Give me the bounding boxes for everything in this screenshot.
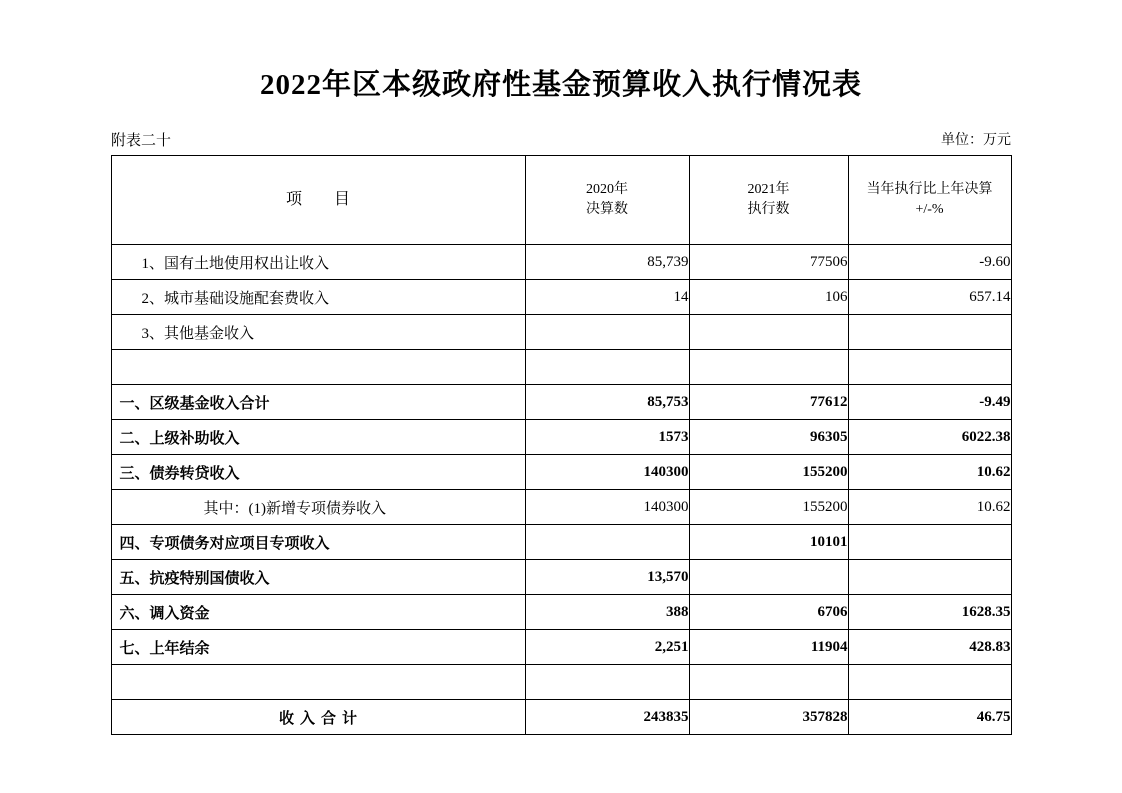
header-col-2021-line1: 2021年 <box>747 181 790 197</box>
row-item-label: 五、抗疫特别国债收入 <box>111 560 525 595</box>
row-value-change <box>848 350 1011 385</box>
row-value-2021 <box>689 315 848 350</box>
row-value-change: -9.60 <box>848 245 1011 280</box>
row-value-2021: 77612 <box>689 385 848 420</box>
row-value-2021: 11904 <box>689 630 848 665</box>
table-row <box>111 525 1011 560</box>
table-row <box>111 315 1011 350</box>
row-value-2020: 85,753 <box>525 385 689 420</box>
row-value-2020 <box>525 315 689 350</box>
row-value-change: 428.83 <box>848 630 1011 665</box>
row-value-change: 10.62 <box>848 490 1011 525</box>
row-item-label: 二、上级补助收入 <box>111 420 525 455</box>
table-header <box>111 156 1011 245</box>
row-value-change: 10.62 <box>848 455 1011 490</box>
row-value-change: 6022.38 <box>848 420 1011 455</box>
row-value-2020 <box>525 525 689 560</box>
row-value-2021: 77506 <box>689 245 848 280</box>
row-value-2021 <box>689 560 848 595</box>
row-value-2021: 6706 <box>689 595 848 630</box>
row-value-change: 657.14 <box>848 280 1011 315</box>
table-row <box>111 630 1011 665</box>
row-value-2021: 106 <box>689 280 848 315</box>
row-item-label: 六、调入资金 <box>111 595 525 630</box>
row-value-2020: 2,251 <box>525 630 689 665</box>
row-value-change <box>848 525 1011 560</box>
row-value-change <box>848 315 1011 350</box>
table-row <box>111 420 1011 455</box>
row-value-change: 46.75 <box>848 700 1011 735</box>
header-col-2020 <box>525 156 689 245</box>
header-col-change <box>848 156 1011 245</box>
row-item-label: 七、上年结余 <box>111 630 525 665</box>
table-row <box>111 560 1011 595</box>
header-change-line2: +/-% <box>915 202 944 217</box>
row-value-2020: 388 <box>525 595 689 630</box>
table-label: 附表二十 <box>111 133 172 149</box>
row-value-2020: 13,570 <box>525 560 689 595</box>
row-value-2020: 1573 <box>525 420 689 455</box>
table-row <box>111 280 1011 315</box>
row-item-label: 其中：(1)新增专项债券收入 <box>111 490 525 525</box>
row-value-2021 <box>689 350 848 385</box>
row-value-2020: 14 <box>525 280 689 315</box>
row-item-label: 一、区级基金收入合计 <box>111 385 525 420</box>
table-row <box>111 385 1011 420</box>
row-value-2021: 10101 <box>689 525 848 560</box>
row-item-label: 三、债券转贷收入 <box>111 455 525 490</box>
row-item-label: 3、其他基金收入 <box>111 315 525 350</box>
page-title: 2022年区本级政府性基金预算收入执行情况表 <box>259 69 862 101</box>
subheader <box>111 129 1011 149</box>
table-row <box>111 595 1011 630</box>
row-value-change: -9.49 <box>848 385 1011 420</box>
header-item-label: 项 目 <box>285 191 364 209</box>
header-change-line1: 当年执行比上年决算 <box>866 181 993 197</box>
table-row <box>111 245 1011 280</box>
header-item <box>111 156 525 245</box>
row-value-2020: 243835 <box>525 700 689 735</box>
budget-table <box>111 155 1012 735</box>
row-item-label: 1、国有土地使用权出让收入 <box>111 245 525 280</box>
table-row <box>111 665 1011 700</box>
table-row <box>111 455 1011 490</box>
row-value-2021: 155200 <box>689 455 848 490</box>
row-value-change <box>848 560 1011 595</box>
table-row <box>111 700 1011 735</box>
row-value-change: 1628.35 <box>848 595 1011 630</box>
header-col-2020-line1: 2020年 <box>586 181 628 197</box>
unit-label: 单位：万元 <box>941 133 1011 148</box>
row-value-2021: 155200 <box>689 490 848 525</box>
row-item-label: 收入合计 <box>111 700 525 735</box>
row-value-2020: 140300 <box>525 490 689 525</box>
row-value-2021: 357828 <box>689 700 848 735</box>
header-col-2021-line2: 执行数 <box>747 202 790 217</box>
table-body <box>111 245 1011 735</box>
header-col-2021 <box>689 156 848 245</box>
row-value-2020: 85,739 <box>525 245 689 280</box>
header-col-2020-line2: 决算数 <box>586 202 628 217</box>
row-value-2020: 140300 <box>525 455 689 490</box>
row-value-2020 <box>525 665 689 700</box>
row-item-label: 2、城市基础设施配套费收入 <box>111 280 525 315</box>
table-row <box>111 350 1011 385</box>
row-value-change <box>848 665 1011 700</box>
row-item-label <box>111 350 525 385</box>
row-value-2021 <box>689 665 848 700</box>
row-value-2021: 96305 <box>689 420 848 455</box>
row-item-label: 四、专项债务对应项目专项收入 <box>111 525 525 560</box>
row-item-label <box>111 665 525 700</box>
table-row <box>111 490 1011 525</box>
row-value-2020 <box>525 350 689 385</box>
